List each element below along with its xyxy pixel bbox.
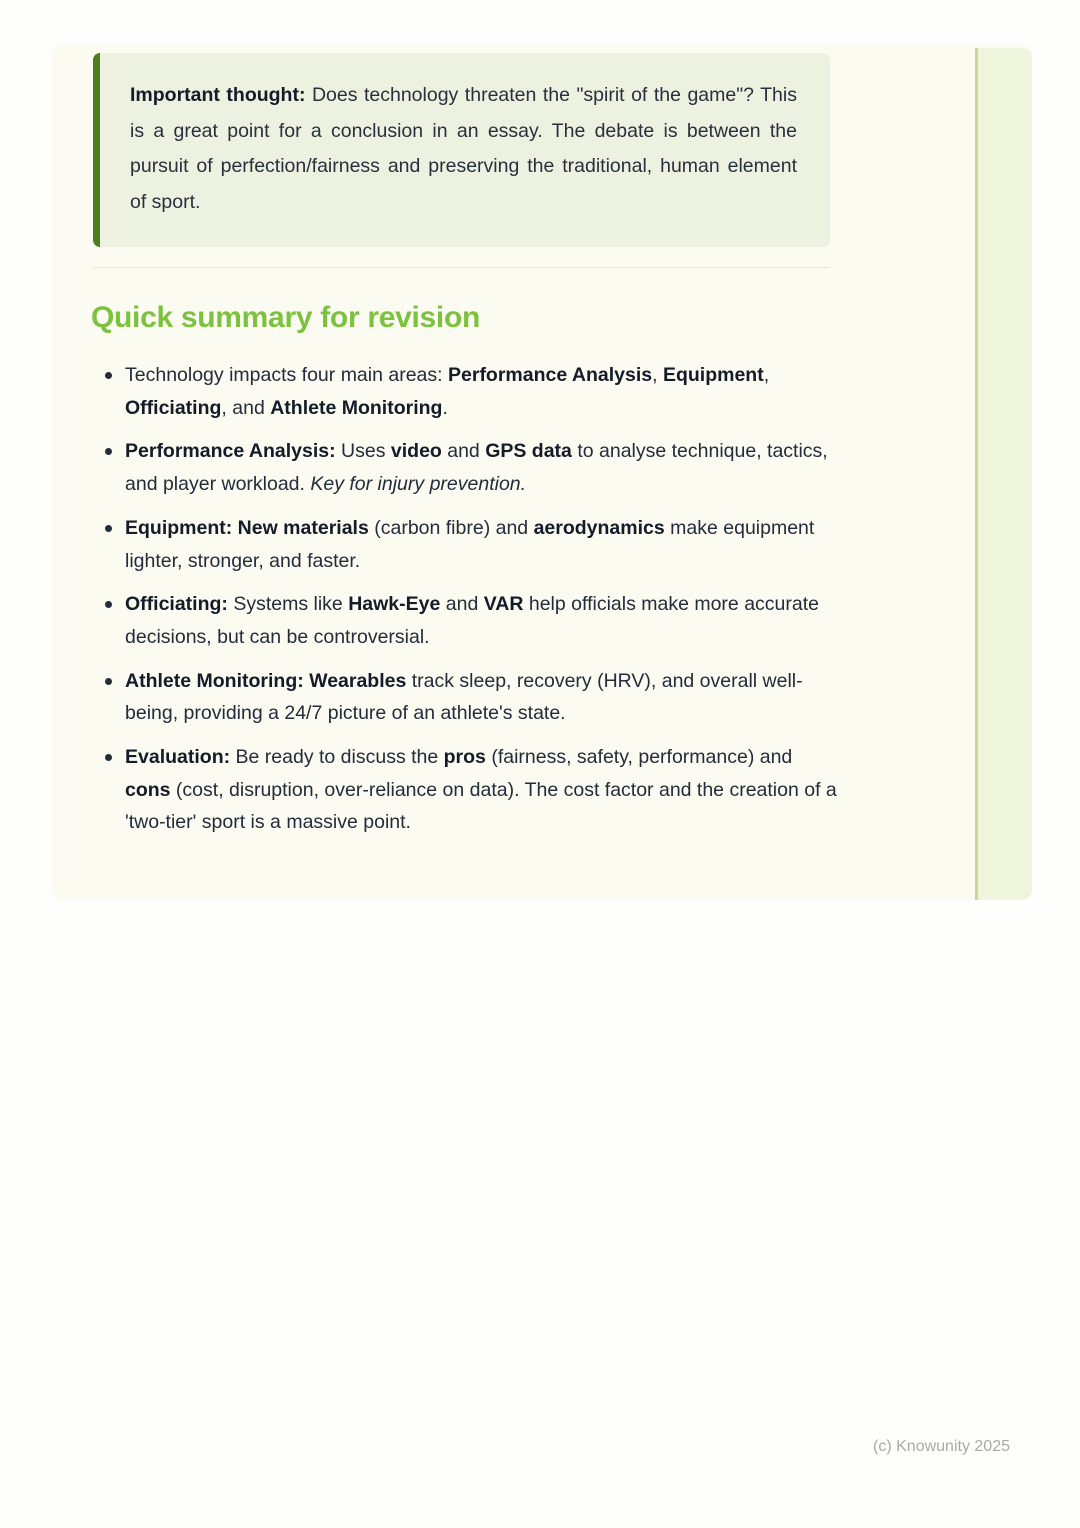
text-run: (cost, disruption, over-reliance on data). The cost factor and the creation of a 'two-tier' sport is a massive point. (125, 778, 837, 834)
text-run: cons (125, 778, 171, 801)
text-run: Performance Analysis (448, 364, 653, 386)
text-run: VAR (483, 593, 524, 616)
summary-list (93, 359, 841, 850)
section-divider (93, 267, 830, 268)
list-item (93, 359, 841, 424)
text-run: Equipment (662, 364, 764, 386)
text-run: track sleep, recovery (HRV), and overall well-being, providing a 24/7 picture of an athlete's state. (125, 669, 803, 725)
text-run: Evaluation: (125, 746, 231, 769)
notes-page-card (52, 45, 1032, 900)
text-run: , and (221, 396, 271, 419)
text-run: Be ready to discuss the (230, 746, 444, 769)
text-run: pros (443, 746, 486, 769)
list-item (93, 741, 841, 839)
text-run: aerodynamics (533, 516, 665, 539)
text-run: to analyse technique, tactics, and player workload. (125, 440, 828, 496)
text-run: make equipment lighter, stronger, and faster. (125, 516, 815, 572)
text-run: and (441, 440, 486, 463)
text-run: Important thought: (130, 84, 306, 106)
text-run: Athlete Monitoring (270, 396, 443, 419)
list-item (93, 435, 841, 500)
text-run: GPS data (485, 440, 572, 463)
text-run: Equipment: New materials (125, 516, 369, 539)
text-run: Systems like (227, 593, 349, 616)
important-thought-callout (93, 53, 830, 247)
text-run: Officiating: (125, 593, 228, 616)
text-run: Athlete Monitoring: Wearables (125, 669, 407, 692)
text-run: . (442, 396, 448, 419)
text-run: , (763, 364, 770, 386)
text-run: Hawk-Eye (348, 593, 441, 616)
text-run: Technology impacts four main areas: (125, 364, 448, 386)
text-run: Performance Analysis: (125, 440, 336, 463)
text-run: help officials make more accurate decisions, but can be controversial. (125, 593, 819, 648)
text-run: (carbon fibre) and (368, 516, 534, 539)
list-item (93, 588, 841, 653)
text-run: video (390, 440, 442, 463)
text-run: Key for injury prevention. (310, 473, 527, 496)
callout-text (130, 78, 797, 220)
section-heading: Quick summary for revision (91, 301, 481, 334)
text-run: , (652, 364, 663, 386)
text-run: and (440, 593, 484, 616)
list-item (93, 512, 841, 577)
text-run: Officiating (125, 396, 222, 419)
text-run: Does technology threaten the "spirit of the game"? This is a great point for a conclusion in an essay. The debate is between the pursuit of perfection/fairness and preserving the traditional, human element of sport. (130, 84, 797, 213)
copyright-text: (c) Knowunity 2025 (873, 1438, 1010, 1455)
page-edge-strip (975, 48, 1032, 900)
list-item (93, 665, 841, 730)
text-run: Uses (335, 440, 391, 463)
text-run: (fairness, safety, performance) and (485, 746, 793, 769)
